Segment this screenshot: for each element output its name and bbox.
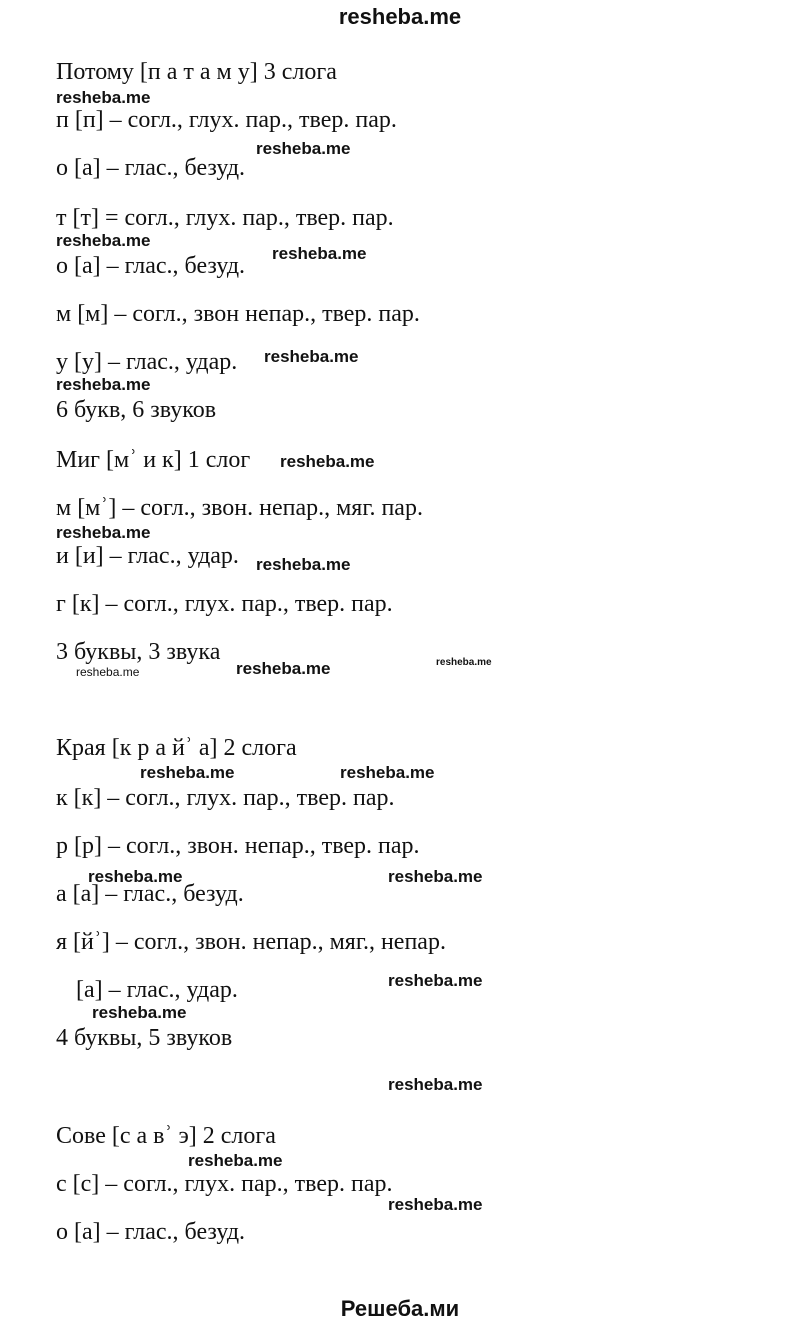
analysis-line: м [м] – согл., звон непар., твер. пар. [56, 301, 420, 327]
analysis-line: с [с] – согл., глух. пар., твер. пар. [56, 1171, 393, 1197]
watermark: resheba.me [88, 867, 183, 886]
watermark: resheba.me [76, 665, 140, 679]
watermark: resheba.me [388, 1075, 483, 1094]
watermark: resheba.me [280, 452, 375, 471]
watermark: resheba.me [56, 375, 151, 394]
analysis-line: и [и] – глас., удар. [56, 543, 239, 569]
site-header: resheba.me [338, 4, 462, 29]
watermark: resheba.me [264, 347, 359, 366]
analysis-line: о [а] – глас., безуд. [56, 1219, 246, 1245]
watermark: resheba.me [56, 231, 151, 250]
analysis-line: о [а] – глас., безуд. [56, 155, 246, 181]
watermark: resheba.me [388, 971, 483, 990]
analysis-line: м [мʾ] – согл., звон. непар., мяг. пар. [56, 495, 423, 521]
analysis-line: а [а] – глас., безуд. [56, 881, 244, 907]
word-heading: Потому [п а т а м у] 3 слога [56, 59, 337, 85]
watermark: resheba.me [256, 555, 351, 574]
watermark: resheba.me [56, 88, 151, 107]
analysis-line: р [р] – согл., звон. непар., твер. пар. [56, 833, 420, 859]
watermark: resheba.me [236, 659, 331, 678]
word-heading: Миг [мʾ и к] 1 слог [56, 447, 251, 473]
analysis-line: я [йʾ] – согл., звон. непар., мяг., непар. [56, 929, 446, 955]
watermark: resheba.me [188, 1151, 283, 1170]
analysis-line: к [к] – согл., глух. пар., твер. пар. [56, 785, 395, 811]
watermark: resheba.me [388, 1195, 483, 1214]
watermark: resheba.me [388, 867, 483, 886]
summary-line: 6 букв, 6 звуков [56, 397, 217, 423]
summary-line: 3 буквы, 3 звука [56, 639, 221, 665]
watermark: resheba.me [56, 523, 151, 542]
watermark: resheba.me [140, 763, 235, 782]
watermark: resheba.me [272, 244, 367, 263]
analysis-line: т [т] = согл., глух. пар., твер. пар. [56, 205, 394, 231]
watermark: resheba.me [340, 763, 435, 782]
watermark: resheba.me [436, 657, 492, 668]
watermark: resheba.me [92, 1003, 187, 1022]
analysis-line: [а] – глас., удар. [76, 977, 238, 1003]
word-heading: Сове [с а вʾ э] 2 слога [56, 1123, 276, 1149]
analysis-line: г [к] – согл., глух. пар., твер. пар. [56, 591, 393, 617]
site-footer: Решеба.ми [340, 1296, 460, 1321]
analysis-line: п [п] – согл., глух. пар., твер. пар. [56, 107, 397, 133]
analysis-line: у [у] – глас., удар. [56, 349, 238, 375]
summary-line: 4 буквы, 5 звуков [56, 1025, 233, 1051]
analysis-line: о [а] – глас., безуд. [56, 253, 246, 279]
watermark: resheba.me [256, 139, 351, 158]
word-heading: Края [к р а йʾ а] 2 слога [56, 735, 297, 761]
